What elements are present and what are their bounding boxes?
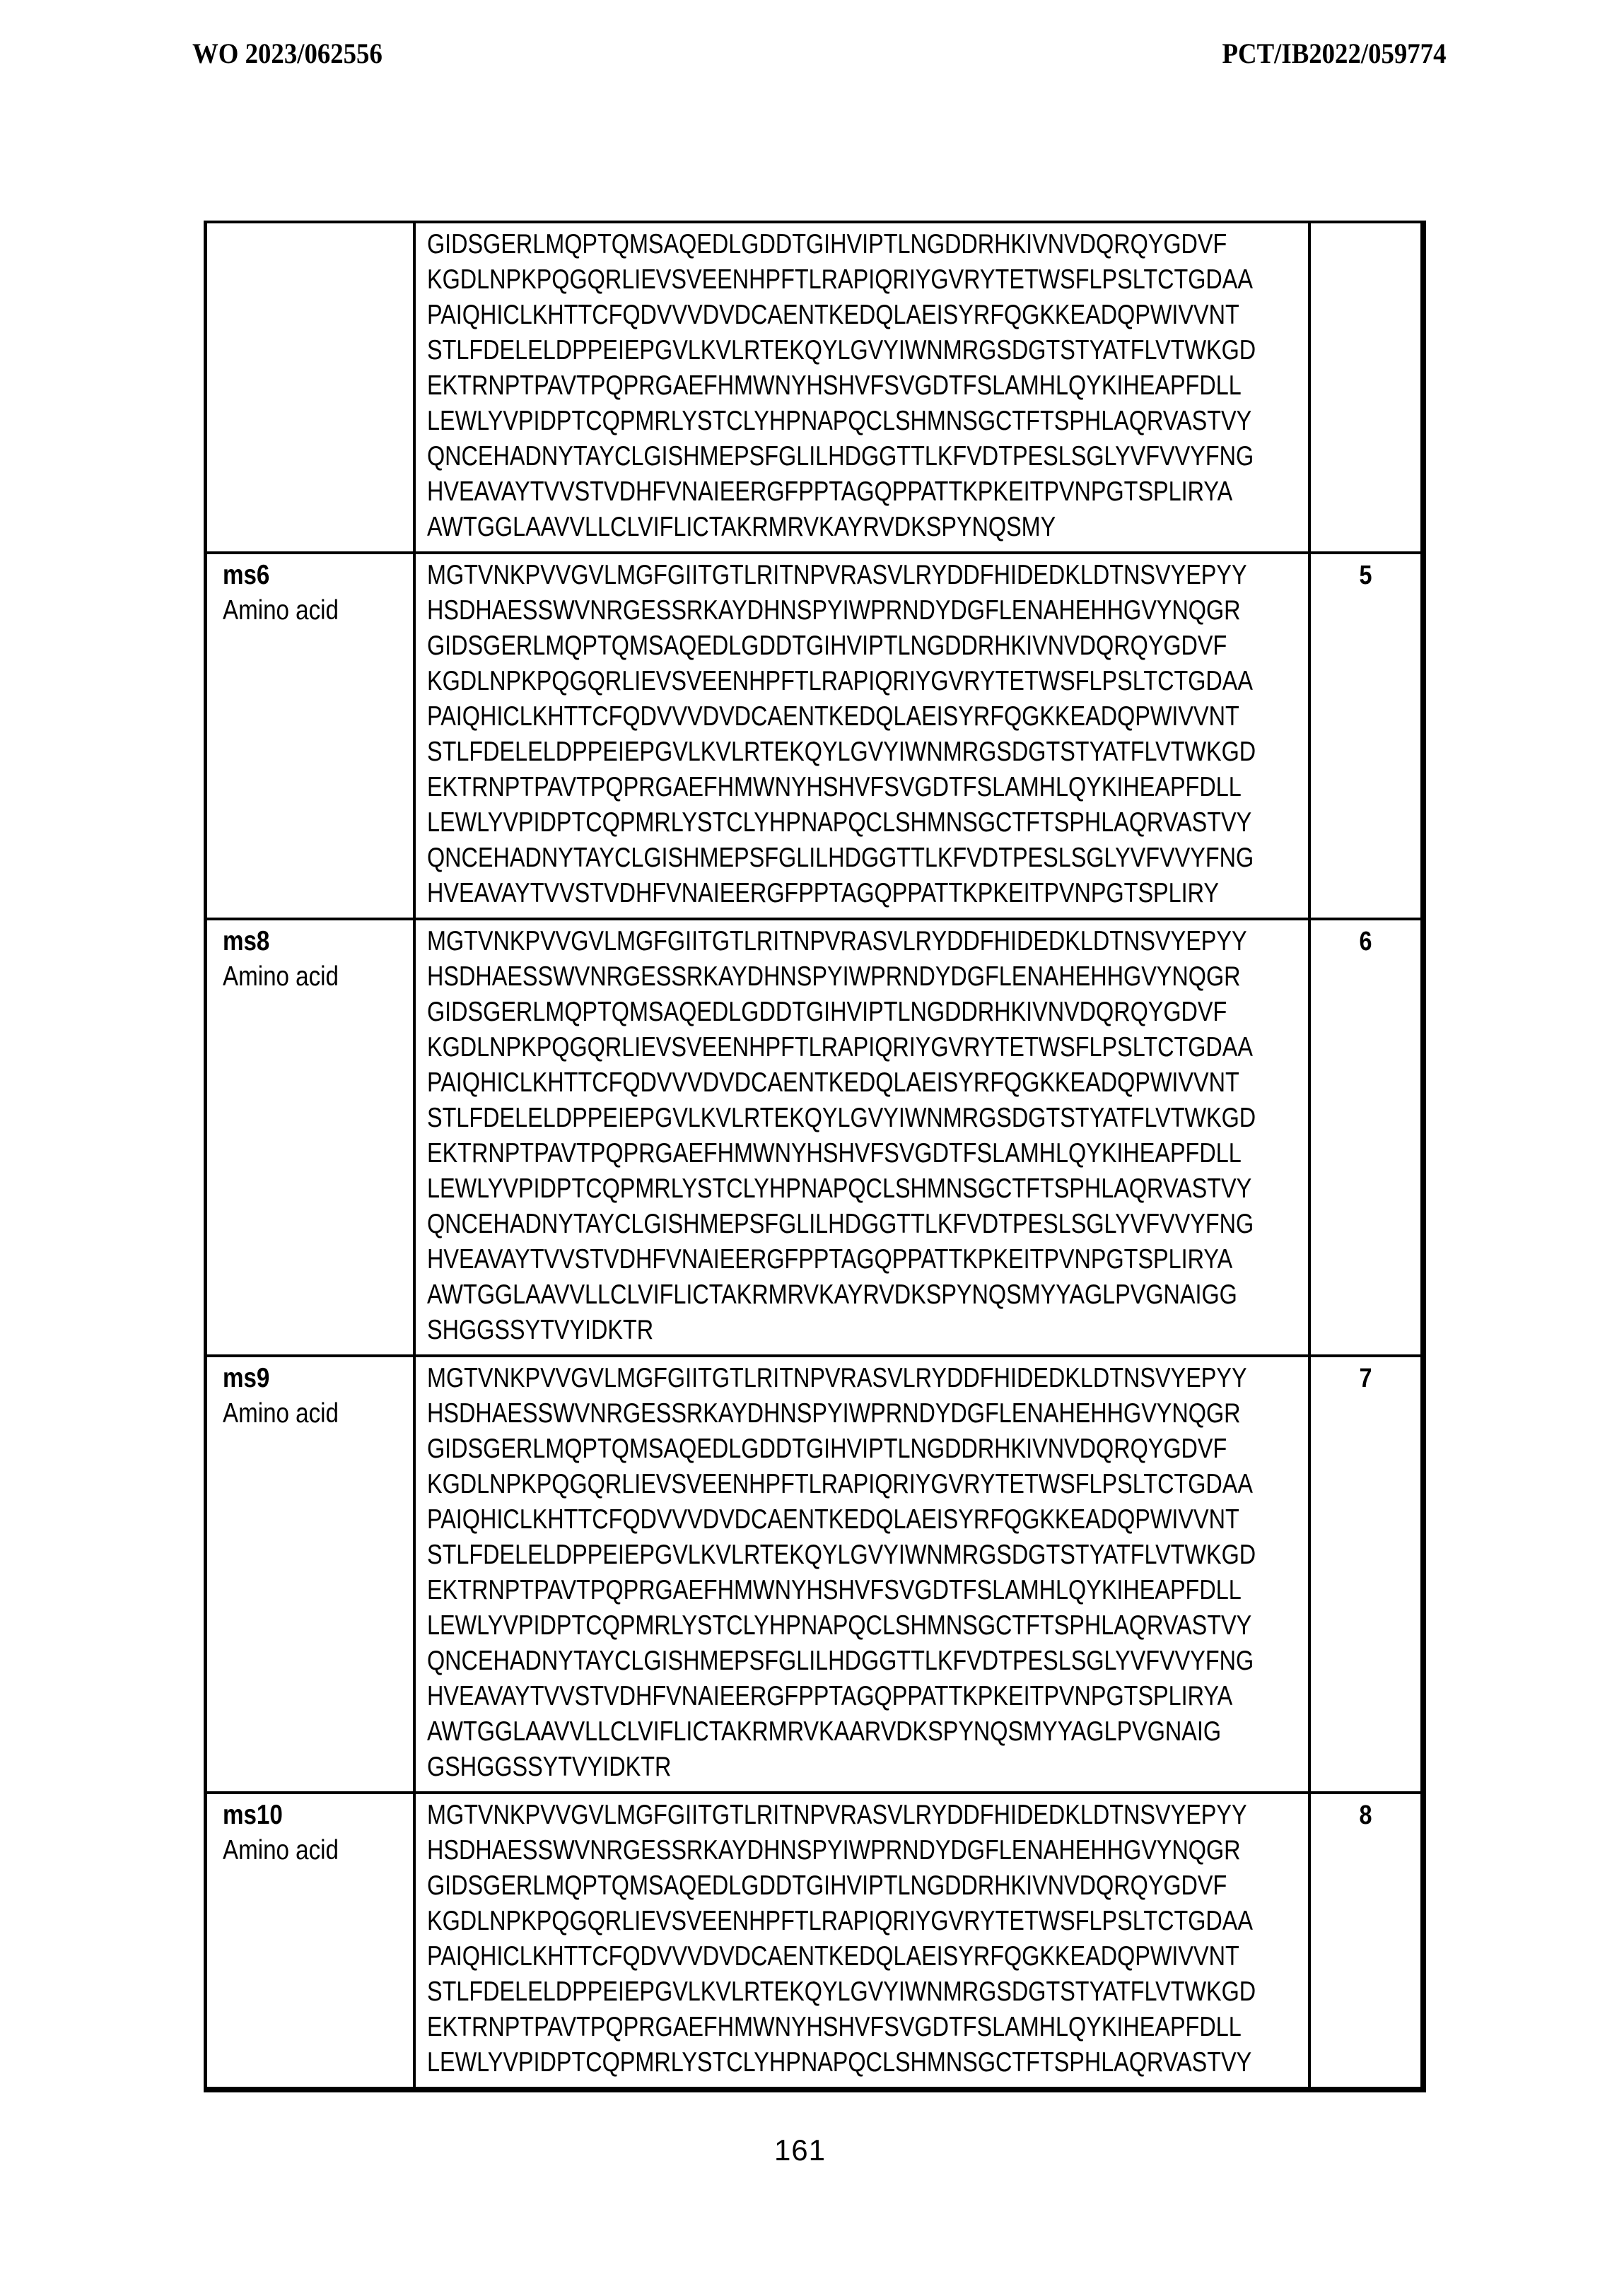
sequence-line: HSDHAESSWVNRGESSRKAYDHNSPYIWPRNDYDGFLENAHEHHGVYNQGR bbox=[426, 595, 1241, 626]
sequence-label-cell bbox=[206, 1793, 414, 2090]
sequence-text-cell bbox=[414, 222, 1309, 553]
sequence-line: LEWLYVPIDPTCQPMRLYSTCLYHPNAPQCLSHMNSGCTFTSPHLAQRVASTVY bbox=[426, 406, 1251, 436]
sequence-line: KGDLNPKPQGQRLIEVSVEENHPFTLRAPIQRIYGVRYTETWSFLPSLTCTGDAA bbox=[426, 1032, 1253, 1062]
table-row bbox=[206, 919, 1423, 1356]
sequence-name: ms6 bbox=[223, 560, 270, 590]
sequence-text-cell bbox=[414, 553, 1309, 919]
application-number: PCT/IB2022/059774 bbox=[1222, 37, 1446, 69]
sequence-name: ms8 bbox=[223, 926, 270, 956]
sequence-label-cell bbox=[206, 919, 414, 1356]
sequence-line: GIDSGERLMQPTQMSAQEDLGDDTGIHVIPTLNGDDRHKIVNVDQRQYGDVF bbox=[426, 997, 1227, 1027]
sequence-line: MGTVNKPVVGVLMGFGIITGTLRITNPVRASVLRYDDFHIDEDKLDTNSVYEPYY bbox=[426, 1800, 1247, 1830]
sequence-line: AWTGGLAAVVLLCLVIFLICTAKRMRVKAARVDKSPYNQSMYYAGLPVGNAIG bbox=[426, 1716, 1221, 1747]
seq-id-cell bbox=[1309, 1356, 1423, 1793]
sequence-line: LEWLYVPIDPTCQPMRLYSTCLYHPNAPQCLSHMNSGCTFTSPHLAQRVASTVY bbox=[426, 1173, 1251, 1204]
sequence-text-cell bbox=[414, 919, 1309, 1356]
sequence-line: HVEAVAYTVVSTVDHFVNAIEERGFPPTAGQPPATTKPKEITPVNPGTSPLIRYA bbox=[426, 476, 1232, 507]
sequence-line: GIDSGERLMQPTQMSAQEDLGDDTGIHVIPTLNGDDRHKIVNVDQRQYGDVF bbox=[426, 1434, 1227, 1464]
sequence-line: STLFDELELDPPEIEPGVLKVLRTEKQYLGVYIWNMRGSDGTSTYATFLVTWKGD bbox=[426, 737, 1256, 767]
sequence-line: KGDLNPKPQGQRLIEVSVEENHPFTLRAPIQRIYGVRYTETWSFLPSLTCTGDAA bbox=[426, 1906, 1253, 1936]
page-number: 161 bbox=[773, 2133, 827, 2167]
seq-id-number: 5 bbox=[1359, 561, 1372, 590]
sequence-text-cell bbox=[414, 1356, 1309, 1793]
sequence-line: QNCEHADNYTAYCLGISHMEPSFGLILHDGGTTLKFVDTPESLSGLYVFVVYFNG bbox=[426, 843, 1254, 873]
seq-id-cell bbox=[1309, 553, 1423, 919]
sequence-line: HSDHAESSWVNRGESSRKAYDHNSPYIWPRNDYDGFLENAHEHHGVYNQGR bbox=[426, 1835, 1241, 1866]
publication-number: WO 2023/062556 bbox=[192, 37, 383, 69]
sequence-text-cell bbox=[414, 1793, 1309, 2090]
sequence-line: PAIQHICLKHTTCFQDVVVDVDCAENTKEDQLAEISYRFQGKKEADQPWIVVNT bbox=[426, 1504, 1239, 1535]
sequence-line: EKTRNPTPAVTPQPRGAEFHMWNYHSHVFSVGDTFSLAMHLQYKIHEAPFDLL bbox=[426, 1575, 1242, 1605]
sequence-type: Amino acid bbox=[223, 961, 339, 992]
sequence-line: MGTVNKPVVGVLMGFGIITGTLRITNPVRASVLRYDDFHIDEDKLDTNSVYEPYY bbox=[426, 926, 1247, 956]
sequence-line: HSDHAESSWVNRGESSRKAYDHNSPYIWPRNDYDGFLENAHEHHGVYNQGR bbox=[426, 961, 1241, 992]
sequence-line: EKTRNPTPAVTPQPRGAEFHMWNYHSHVFSVGDTFSLAMHLQYKIHEAPFDLL bbox=[426, 370, 1242, 401]
sequence-label-cell bbox=[206, 1356, 414, 1793]
sequence-line: PAIQHICLKHTTCFQDVVVDVDCAENTKEDQLAEISYRFQGKKEADQPWIVVNT bbox=[426, 1941, 1239, 1972]
table-row bbox=[206, 1356, 1423, 1793]
sequence-line: STLFDELELDPPEIEPGVLKVLRTEKQYLGVYIWNMRGSDGTSTYATFLVTWKGD bbox=[426, 1540, 1256, 1570]
sequence-name: ms9 bbox=[223, 1363, 270, 1393]
sequence-label-cell bbox=[206, 222, 414, 553]
sequence-line: PAIQHICLKHTTCFQDVVVDVDCAENTKEDQLAEISYRFQGKKEADQPWIVVNT bbox=[426, 300, 1239, 330]
table-row bbox=[206, 222, 1423, 553]
sequence-line: QNCEHADNYTAYCLGISHMEPSFGLILHDGGTTLKFVDTPESLSGLYVFVVYFNG bbox=[426, 441, 1254, 472]
seq-id-number: 6 bbox=[1359, 927, 1372, 956]
sequence-line: KGDLNPKPQGQRLIEVSVEENHPFTLRAPIQRIYGVRYTETWSFLPSLTCTGDAA bbox=[426, 1469, 1253, 1499]
sequence-line: GIDSGERLMQPTQMSAQEDLGDDTGIHVIPTLNGDDRHKIVNVDQRQYGDVF bbox=[426, 1870, 1227, 1901]
sequence-line: HVEAVAYTVVSTVDHFVNAIEERGFPPTAGQPPATTKPKEITPVNPGTSPLIRY bbox=[426, 878, 1219, 908]
table-row bbox=[206, 553, 1423, 919]
sequence-line: GIDSGERLMQPTQMSAQEDLGDDTGIHVIPTLNGDDRHKIVNVDQRQYGDVF bbox=[426, 229, 1227, 259]
table-row bbox=[206, 1793, 1423, 2090]
sequence-line: SHGGSSYTVYIDKTR bbox=[426, 1315, 653, 1345]
sequence-line: MGTVNKPVVGVLMGFGIITGTLRITNPVRASVLRYDDFHIDEDKLDTNSVYEPYY bbox=[426, 1363, 1247, 1393]
sequence-line: STLFDELELDPPEIEPGVLKVLRTEKQYLGVYIWNMRGSDGTSTYATFLVTWKGD bbox=[426, 1976, 1256, 2007]
sequence-type: Amino acid bbox=[223, 595, 339, 626]
sequence-type: Amino acid bbox=[223, 1398, 339, 1429]
sequence-line: QNCEHADNYTAYCLGISHMEPSFGLILHDGGTTLKFVDTPESLSGLYVFVVYFNG bbox=[426, 1646, 1254, 1676]
sequence-line: STLFDELELDPPEIEPGVLKVLRTEKQYLGVYIWNMRGSDGTSTYATFLVTWKGD bbox=[426, 1103, 1256, 1133]
seq-id-number: 7 bbox=[1359, 1364, 1372, 1393]
sequence-line: AWTGGLAAVVLLCLVIFLICTAKRMRVKAYRVDKSPYNQSMY bbox=[426, 512, 1056, 542]
sequence-table bbox=[204, 221, 1426, 2092]
sequence-table-body bbox=[206, 222, 1423, 2090]
sequence-line: EKTRNPTPAVTPQPRGAEFHMWNYHSHVFSVGDTFSLAMHLQYKIHEAPFDLL bbox=[426, 772, 1242, 802]
seq-id-cell bbox=[1309, 222, 1423, 553]
sequence-type: Amino acid bbox=[223, 1835, 339, 1866]
sequence-line: STLFDELELDPPEIEPGVLKVLRTEKQYLGVYIWNMRGSDGTSTYATFLVTWKGD bbox=[426, 335, 1256, 365]
sequence-line: EKTRNPTPAVTPQPRGAEFHMWNYHSHVFSVGDTFSLAMHLQYKIHEAPFDLL bbox=[426, 2012, 1242, 2042]
seq-id-cell bbox=[1309, 919, 1423, 1356]
sequence-line: KGDLNPKPQGQRLIEVSVEENHPFTLRAPIQRIYGVRYTETWSFLPSLTCTGDAA bbox=[426, 264, 1253, 295]
seq-id-number: 8 bbox=[1359, 1800, 1372, 1830]
sequence-line: LEWLYVPIDPTCQPMRLYSTCLYHPNAPQCLSHMNSGCTFTSPHLAQRVASTVY bbox=[426, 807, 1251, 838]
sequence-line: MGTVNKPVVGVLMGFGIITGTLRITNPVRASVLRYDDFHIDEDKLDTNSVYEPYY bbox=[426, 560, 1247, 590]
sequence-line: AWTGGLAAVVLLCLVIFLICTAKRMRVKAYRVDKSPYNQSMYYAGLPVGNAIGG bbox=[426, 1279, 1237, 1310]
sequence-line: GIDSGERLMQPTQMSAQEDLGDDTGIHVIPTLNGDDRHKIVNVDQRQYGDVF bbox=[426, 631, 1227, 661]
seq-id-cell bbox=[1309, 1793, 1423, 2090]
sequence-line: PAIQHICLKHTTCFQDVVVDVDCAENTKEDQLAEISYRFQGKKEADQPWIVVNT bbox=[426, 701, 1239, 732]
sequence-line: PAIQHICLKHTTCFQDVVVDVDCAENTKEDQLAEISYRFQGKKEADQPWIVVNT bbox=[426, 1067, 1239, 1098]
sequence-label-cell bbox=[206, 553, 414, 919]
sequence-line: HSDHAESSWVNRGESSRKAYDHNSPYIWPRNDYDGFLENAHEHHGVYNQGR bbox=[426, 1398, 1241, 1429]
sequence-line: GSHGGSSYTVYIDKTR bbox=[426, 1752, 671, 1782]
sequence-line: QNCEHADNYTAYCLGISHMEPSFGLILHDGGTTLKFVDTPESLSGLYVFVVYFNG bbox=[426, 1209, 1254, 1239]
sequence-line: KGDLNPKPQGQRLIEVSVEENHPFTLRAPIQRIYGVRYTETWSFLPSLTCTGDAA bbox=[426, 666, 1253, 696]
sequence-line: HVEAVAYTVVSTVDHFVNAIEERGFPPTAGQPPATTKPKEITPVNPGTSPLIRYA bbox=[426, 1681, 1232, 1711]
sequence-name: ms10 bbox=[223, 1800, 283, 1830]
sequence-line: EKTRNPTPAVTPQPRGAEFHMWNYHSHVFSVGDTFSLAMHLQYKIHEAPFDLL bbox=[426, 1138, 1242, 1168]
sequence-line: HVEAVAYTVVSTVDHFVNAIEERGFPPTAGQPPATTKPKEITPVNPGTSPLIRYA bbox=[426, 1244, 1232, 1275]
sequence-line: LEWLYVPIDPTCQPMRLYSTCLYHPNAPQCLSHMNSGCTFTSPHLAQRVASTVY bbox=[426, 2047, 1251, 2078]
sequence-line: LEWLYVPIDPTCQPMRLYSTCLYHPNAPQCLSHMNSGCTFTSPHLAQRVASTVY bbox=[426, 1610, 1251, 1641]
